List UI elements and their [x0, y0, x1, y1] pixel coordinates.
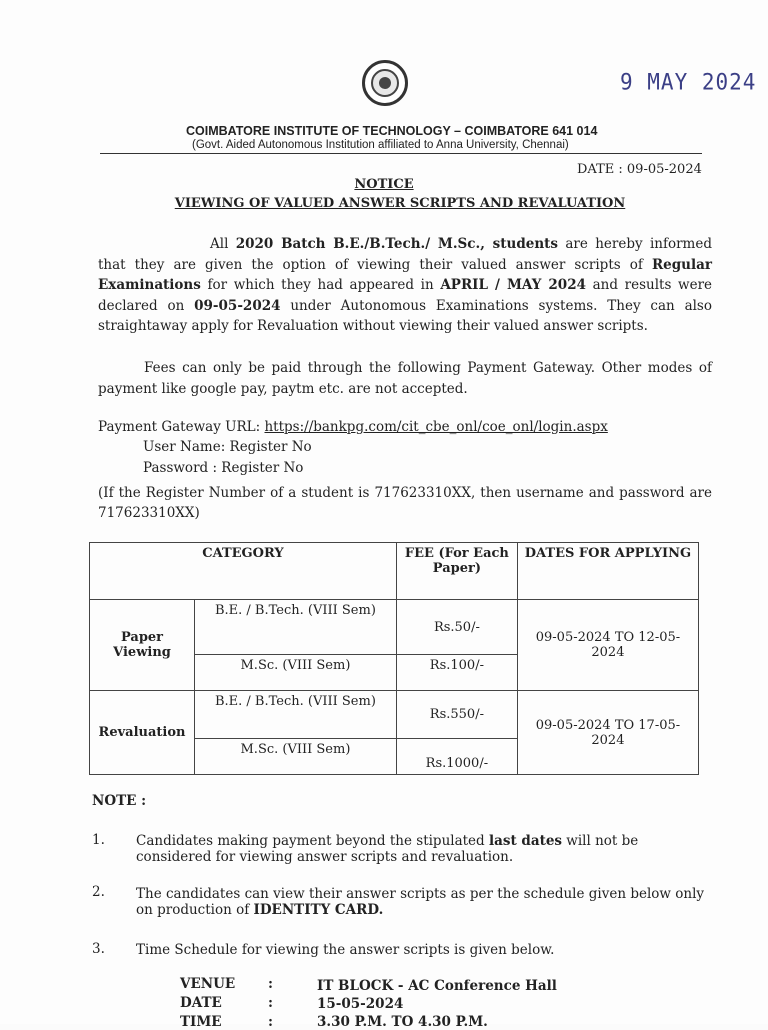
dates-cell: 09-05-2024 TO 17-05-2024	[517, 691, 698, 775]
course-cell: M.Sc. (VIII Sem)	[195, 739, 397, 775]
gateway-label: Payment Gateway URL:	[98, 419, 265, 435]
schedule-venue: IT BLOCK - AC Conference Hall	[317, 978, 557, 994]
schedule-venue-label: VENUE	[180, 976, 236, 992]
note-item-2	[136, 886, 706, 918]
register-number-note: (If the Register Number of a student is 717623310XX, then username and password are 717623310XX)	[98, 485, 712, 521]
note-number: 2.	[92, 884, 105, 900]
paragraph-intro	[98, 234, 712, 337]
header-dates: DATES FOR APPLYING	[517, 543, 698, 600]
institution-name: COIMBATORE INSTITUTE OF TECHNOLOGY – COIMBATORE 641 014	[186, 124, 598, 138]
text: All	[210, 236, 236, 252]
note-number: 1.	[92, 832, 105, 848]
table-header-row	[90, 543, 699, 600]
fee-cell: Rs.550/-	[396, 691, 517, 739]
text-bold: 2020 Batch B.E./B.Tech./ M.Sc., students	[235, 236, 559, 252]
fee-cell: Rs.50/-	[396, 600, 517, 655]
text: are hereby informed that they are given the option of viewing their valued answer scripts of	[98, 236, 712, 273]
header-category: CATEGORY	[90, 543, 397, 600]
course-cell: M.Sc. (VIII Sem)	[195, 655, 397, 691]
note-heading: NOTE :	[92, 793, 147, 809]
text-bold: IDENTITY CARD.	[253, 902, 384, 918]
schedule-time-label: TIME	[180, 1014, 222, 1030]
text: under Autonomous Examinations systems. They can also straightaway apply for Revaluation without viewing their valued answer scripts.	[98, 297, 712, 334]
schedule-time: 3.30 P.M. TO 4.30 P.M.	[317, 1014, 488, 1030]
text: Candidates making payment beyond the stipulated	[136, 833, 489, 849]
dates-cell: 09-05-2024 TO 12-05-2024	[517, 600, 698, 691]
institution-seal-logo	[362, 60, 408, 106]
payment-gateway-line	[98, 419, 608, 435]
header-divider	[100, 153, 702, 154]
paragraph-fees: Fees can only be paid through the following Payment Gateway. Other modes of payment like google pay, paytm etc. are not accepted.	[98, 360, 712, 397]
notice-date: DATE : 09-05-2024	[577, 162, 702, 177]
note-item-3: Time Schedule for viewing the answer scripts is given below.	[136, 942, 555, 958]
username-line: User Name: Register No	[143, 439, 312, 455]
text-bold: last dates	[488, 833, 563, 849]
notice-subject: VIEWING OF VALUED ANSWER SCRIPTS AND REVALUATION	[174, 196, 626, 211]
date-stamp: 9 MAY 2024	[620, 69, 757, 95]
course-cell: B.E. / B.Tech. (VIII Sem)	[195, 600, 397, 655]
schedule-date: 15-05-2024	[317, 996, 404, 1012]
password-line: Password : Register No	[143, 460, 304, 476]
table-row	[90, 600, 699, 655]
text-bold: Regular Examinations	[98, 256, 712, 293]
fee-cell: Rs.100/-	[396, 655, 517, 691]
category-paper-viewing: Paper Viewing	[90, 600, 195, 691]
text: and results were declared on	[98, 277, 713, 314]
table-row	[90, 691, 699, 739]
schedule-colon: :	[268, 976, 273, 992]
category-revaluation: Revaluation	[90, 691, 195, 775]
gateway-url-link[interactable]: https://bankpg.com/cit_cbe_onl/coe_onl/login.aspx	[264, 419, 608, 435]
note-item-1	[136, 833, 706, 865]
text: The candidates can view their answer scripts as per the schedule given below only on production of	[136, 886, 705, 918]
schedule-date-label: DATE	[180, 995, 222, 1011]
note-number: 3.	[92, 941, 105, 957]
text: for which they had appeared in	[200, 277, 441, 293]
institution-subtitle: (Govt. Aided Autonomous Institution affiliated to Anna University, Chennai)	[192, 139, 569, 151]
header-fee: FEE (For Each Paper)	[396, 543, 517, 600]
fee-cell: Rs.1000/-	[396, 739, 517, 775]
fee-table	[89, 542, 699, 775]
text: will not be considered for viewing answer scripts and revaluation.	[136, 833, 639, 865]
text-bold: APRIL / MAY 2024	[440, 277, 586, 293]
notice-heading: NOTICE	[354, 177, 414, 192]
schedule-colon: :	[268, 1014, 273, 1030]
text-bold: 09-05-2024	[194, 297, 281, 314]
schedule-colon: :	[268, 995, 273, 1011]
course-cell: B.E. / B.Tech. (VIII Sem)	[195, 691, 397, 739]
